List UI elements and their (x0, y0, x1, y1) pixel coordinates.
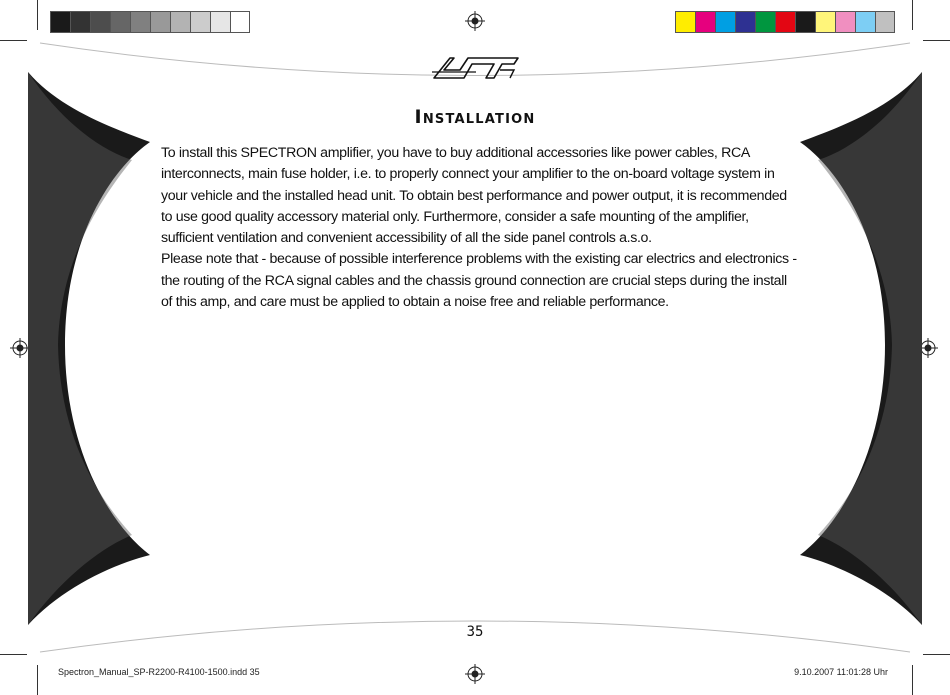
footer-timestamp: 9.10.2007 11:01:28 Uhr (794, 667, 888, 677)
paragraph-2: Please note that - because of possible interference problems with the existing car electrics and electronics - the routing of the RCA signal cables and the chassis ground connection are crucial steps during the install of this amp, and care must be applied to obtain a noise free and reliable performance. (161, 251, 797, 311)
page-number: 35 (466, 624, 484, 640)
spectron-logo (430, 50, 522, 84)
page-heading: Installation (414, 106, 536, 128)
body-text (161, 143, 801, 313)
footer-file-name: Spectron_Manual_SP-R2200-R4100-1500.indd 35 (58, 667, 260, 677)
paragraph-1: To install this SPECTRON amplifier, you have to buy additional accessories like power cables, RCA interconnects, main fuse holder, i.e. to properly connect your amplifier to the on-board voltage system in your vehicle and the installed head unit. To obtain best performance and power output, it is recommended to use good quality accessory material only. Furthermore, consider a safe mounting of the amplifier, sufficient ventilation and convenient accessibility of all the side panel controls a.s.o. (161, 145, 787, 247)
